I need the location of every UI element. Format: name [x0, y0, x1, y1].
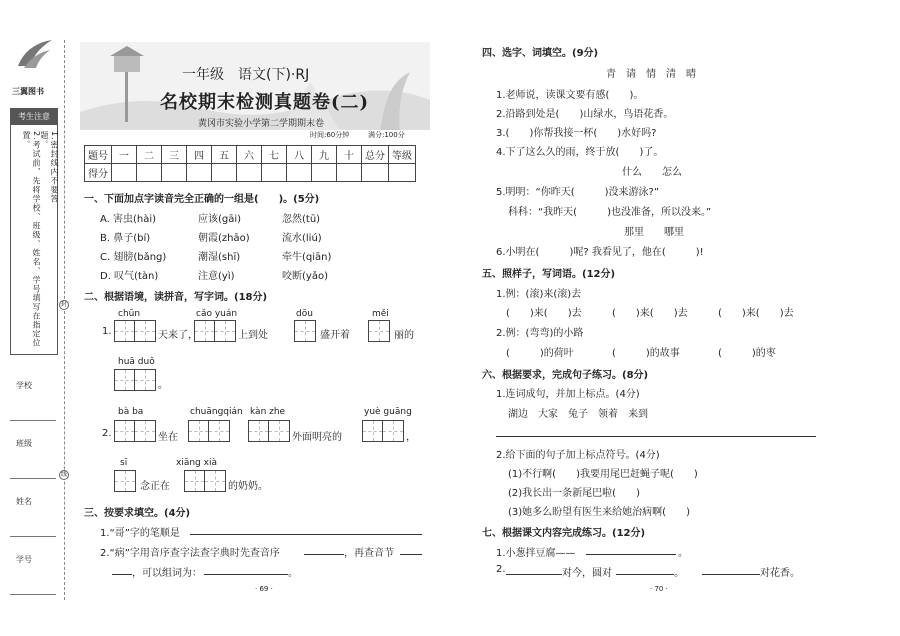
s1-option-a-2: 应该(gāi): [198, 214, 242, 225]
pinyin-si: sī: [120, 458, 128, 468]
section-2-title: 二、根据语境，读拼音，写字词。(18分): [84, 292, 268, 303]
field-line-number[interactable]: [10, 594, 56, 595]
score-cell: 四: [187, 146, 212, 164]
s1-option-a-1[interactable]: A. 害虫(hài): [100, 214, 157, 225]
s3-q2-text-c: ，可以组词为：: [132, 568, 202, 579]
s6-q2: 2.给下面的句子加上标点符号。(4分): [496, 450, 660, 461]
score-cell: 题号: [85, 146, 112, 164]
field-line-name[interactable]: [10, 536, 56, 537]
s4-q4[interactable]: 4.下了这么久的雨，终于放( )了。: [496, 147, 664, 158]
notice-item-2: 2.考试前，先将学校、班级、姓名、学号填写在指定位置。: [22, 131, 41, 348]
char-grid[interactable]: [294, 320, 316, 342]
s7-q1-answer-line[interactable]: [586, 544, 676, 555]
exam-full-score: 满分:100分: [368, 131, 405, 139]
s3-q2-text-d: 。: [288, 568, 298, 579]
score-cell: 十: [337, 146, 362, 164]
s6-q1: 1.连词成句，并加上标点。(4分): [496, 389, 640, 400]
s5-row2-item-1[interactable]: ( )的荷叶: [506, 348, 574, 359]
char-grid[interactable]: [194, 320, 236, 342]
s7-q2-answer-line-2[interactable]: [616, 564, 674, 575]
pinyin-chun: chūn: [118, 309, 141, 319]
s4-q5b[interactable]: 科科：“我昨天( )也没准备，所以没来。”: [508, 207, 712, 218]
char-grid[interactable]: [184, 470, 226, 492]
s5-row2-item-3[interactable]: ( )的枣: [718, 348, 776, 359]
s6-sentence-3[interactable]: (3)她多么盼望有医生来给她治病啊( ): [508, 507, 690, 518]
section-3-title: 三、按要求填空。(4分): [84, 508, 191, 519]
score-cell: 二: [137, 146, 162, 164]
s3-q2-answer-line-4[interactable]: [204, 564, 288, 575]
page-number-right: · 70 ·: [650, 585, 668, 593]
s2-q2-text-4: 念正在: [140, 481, 170, 492]
pinyin-huaduo: huā duǒ: [118, 357, 155, 367]
score-cell: 总分: [362, 146, 389, 164]
pinyin-mei: měi: [372, 309, 389, 319]
s3-q1-text: 1.“哥”字的笔顺是: [100, 528, 180, 539]
score-cell: 六: [237, 146, 262, 164]
page-number-left: · 69 ·: [255, 585, 273, 593]
s2-q1-text-5: 。: [158, 380, 168, 391]
s5-row1-item-1[interactable]: ( )来( )去: [506, 308, 582, 319]
field-label-class: 班级: [16, 439, 32, 448]
score-cell: 七: [262, 146, 287, 164]
score-input-cell[interactable]: [137, 164, 162, 182]
notice-item-1: 1.密封线内不要答题。: [40, 131, 59, 204]
s4-options-3: 那里 哪里: [624, 227, 684, 238]
s5-row2-item-2[interactable]: ( )的故事: [612, 348, 680, 359]
score-cell: 得分: [85, 164, 112, 182]
s3-q2-answer-line-2[interactable]: [400, 544, 422, 555]
section-6-title: 六、根据要求，完成句子练习。(8分): [482, 370, 649, 381]
s7-q2-text-c: 。: [674, 568, 684, 579]
s3-q2-answer-line-1[interactable]: [304, 544, 344, 555]
s5-example-1: 1.例：(滚)来(滚)去: [496, 289, 582, 300]
score-input-cell[interactable]: [287, 164, 312, 182]
char-grid[interactable]: [114, 369, 156, 391]
s5-row1-item-2[interactable]: ( )来( )去: [612, 308, 688, 319]
s4-q1[interactable]: 1.老师说，读课文要有感( )。: [496, 90, 644, 101]
score-cell: 三: [162, 146, 187, 164]
s1-option-b-3: 流水(liú): [282, 233, 322, 244]
section-1-title: 一、下面加点字读音完全正确的一组是( )。(5分): [84, 194, 320, 205]
s3-q2-answer-line-3[interactable]: [112, 564, 132, 575]
s7-q1-end: 。: [678, 548, 688, 559]
s3-q2-text-a: 2.“病”字用音序查字法查字典时先查音序: [100, 548, 280, 559]
exam-title: 名校期末检测真题卷(二): [160, 92, 370, 113]
s4-q3[interactable]: 3.( )你帮我接一杯( )水好吗?: [496, 128, 657, 139]
binding-sidebar: [0, 0, 70, 636]
field-label-number: 学号: [16, 555, 32, 564]
s1-option-d-3: 咬断(yǎo): [282, 271, 328, 282]
cut-mark-seal: 封: [60, 301, 67, 308]
s4-q2[interactable]: 2.沿路到处是( )山绿水，鸟语花香。: [496, 109, 674, 120]
char-grid[interactable]: [362, 420, 404, 442]
s2-q1-text-4: 丽的: [394, 330, 414, 341]
s1-option-d-2: 注意(yì): [198, 271, 235, 282]
s3-q1-answer-line[interactable]: [190, 524, 422, 535]
pinyin-dou: dōu: [296, 309, 313, 319]
char-grid[interactable]: [114, 470, 136, 492]
score-input-cell[interactable]: [262, 164, 287, 182]
score-input-cell[interactable]: [162, 164, 187, 182]
s1-option-c-3: 牵牛(qiān): [282, 252, 332, 263]
s6-sentence-1[interactable]: (1)不行啊( )我要用尾巴赶蝇子呢( ): [508, 469, 698, 480]
char-grid[interactable]: [368, 320, 390, 342]
s3-q2-text-b: ，再查音节: [344, 548, 394, 559]
s2-q1-text-1: 天来了，: [158, 330, 198, 341]
char-grid[interactable]: [114, 320, 156, 342]
s4-q5a[interactable]: 5.明明：“你昨天( )没来游泳?”: [496, 187, 660, 198]
seal-cut-line: [64, 40, 65, 600]
score-input-cell[interactable]: [212, 164, 237, 182]
section-4-title: 四、选字、词填空。(9分): [482, 48, 599, 59]
s7-q2-answer-line-3[interactable]: [702, 564, 760, 575]
score-table: [84, 145, 416, 182]
score-cell: 九: [312, 146, 337, 164]
s2-q2-number: 2.: [102, 428, 112, 439]
score-table-header-row: [85, 146, 416, 164]
school-subtitle: 黄冈市实验小学第二学期期末卷: [198, 119, 325, 129]
section-7-title: 七、根据课文内容完成练习。(12分): [482, 528, 646, 539]
s6-q1-answer-line[interactable]: [496, 426, 816, 437]
s7-q2-text-d: 对花香。: [760, 568, 800, 579]
s1-option-c-2: 潮湿(shī): [198, 252, 241, 263]
s2-q2-text-3: ，: [406, 432, 416, 443]
score-cell: 五: [212, 146, 237, 164]
s5-row1-item-3[interactable]: ( )来( )去: [718, 308, 794, 319]
s1-option-b-2: 朝霞(zhāo): [198, 233, 250, 244]
s6-sentence-2[interactable]: (2)我长出一条新尾巴啦( ): [508, 488, 640, 499]
s5-example-2: 2.例：(弯弯)的小路: [496, 328, 584, 339]
s1-option-a-3: 忽然(tū): [282, 214, 321, 225]
score-input-cell[interactable]: [362, 164, 389, 182]
pinyin-chuangqian: chuāngqián: [190, 407, 243, 417]
s2-q2-text-5: 的奶奶。: [228, 481, 268, 492]
score-cell: 八: [287, 146, 312, 164]
s7-q2-answer-line-1[interactable]: [506, 564, 562, 575]
field-line-class[interactable]: [10, 478, 56, 479]
s1-option-d-1[interactable]: D. 叹气(tàn): [100, 271, 159, 282]
char-grid[interactable]: [114, 420, 156, 442]
score-input-cell[interactable]: [187, 164, 212, 182]
pinyin-kanzhe: kàn zhe: [250, 407, 286, 417]
pinyin-caoyuan: cǎo yuán: [196, 309, 238, 319]
publisher-logo-icon: [14, 36, 54, 72]
score-cell: 一: [112, 146, 137, 164]
s7-q2-number: 2.: [496, 564, 506, 575]
field-line-school[interactable]: [10, 420, 56, 421]
score-table-score-row: [85, 164, 416, 182]
char-grid[interactable]: [188, 420, 230, 442]
s1-option-c-1[interactable]: C. 翅膀(bǎng): [100, 252, 167, 263]
publisher-brand: 三翼图书: [12, 87, 44, 96]
score-input-cell[interactable]: [389, 164, 416, 182]
s6-word-list: 湖边 大家 兔子 领着 来到: [508, 409, 648, 420]
section-5-title: 五、照样子，写词语。(12分): [482, 269, 616, 280]
s2-q1-text-2: 上到处: [238, 330, 268, 341]
notice-title: 考生注意: [11, 109, 57, 125]
s1-option-b-1[interactable]: B. 鼻子(bí): [100, 233, 151, 244]
score-input-cell[interactable]: [112, 164, 137, 182]
pinyin-yueguang: yuè guāng: [364, 407, 412, 417]
score-cell: 等级: [389, 146, 416, 164]
s2-q1-number: 1.: [102, 326, 112, 337]
exam-time: 时间:60分钟: [310, 131, 350, 139]
cut-mark-line: 线: [60, 471, 67, 478]
score-input-cell[interactable]: [237, 164, 262, 182]
pinyin-baba: bà ba: [118, 407, 144, 417]
s2-q1-text-3: 盛开着: [320, 330, 350, 341]
candidate-notice: [10, 108, 58, 355]
s2-q2-text-1: 坐在: [158, 432, 178, 443]
s4-q6[interactable]: 6.小明在( )呢? 我看见了，他在( )!: [496, 247, 704, 258]
char-grid[interactable]: [248, 420, 290, 442]
s7-q2-text-b: 对今，圆对: [562, 568, 612, 579]
grade-subject-label: 一年级 语文(下)·RJ: [182, 67, 310, 83]
score-input-cell[interactable]: [312, 164, 337, 182]
pinyin-xiangxia: xiāng xià: [176, 458, 217, 468]
field-label-school: 学校: [16, 381, 32, 390]
s4-options-1: 青 请 情 清 晴: [606, 69, 696, 80]
field-label-name: 姓名: [16, 497, 32, 506]
s4-options-2: 什么 怎么: [622, 167, 682, 178]
score-input-cell[interactable]: [337, 164, 362, 182]
s2-q2-text-2: 外面明亮的: [292, 432, 342, 443]
s7-q1-text: 1.小葱拌豆腐——: [496, 548, 576, 559]
